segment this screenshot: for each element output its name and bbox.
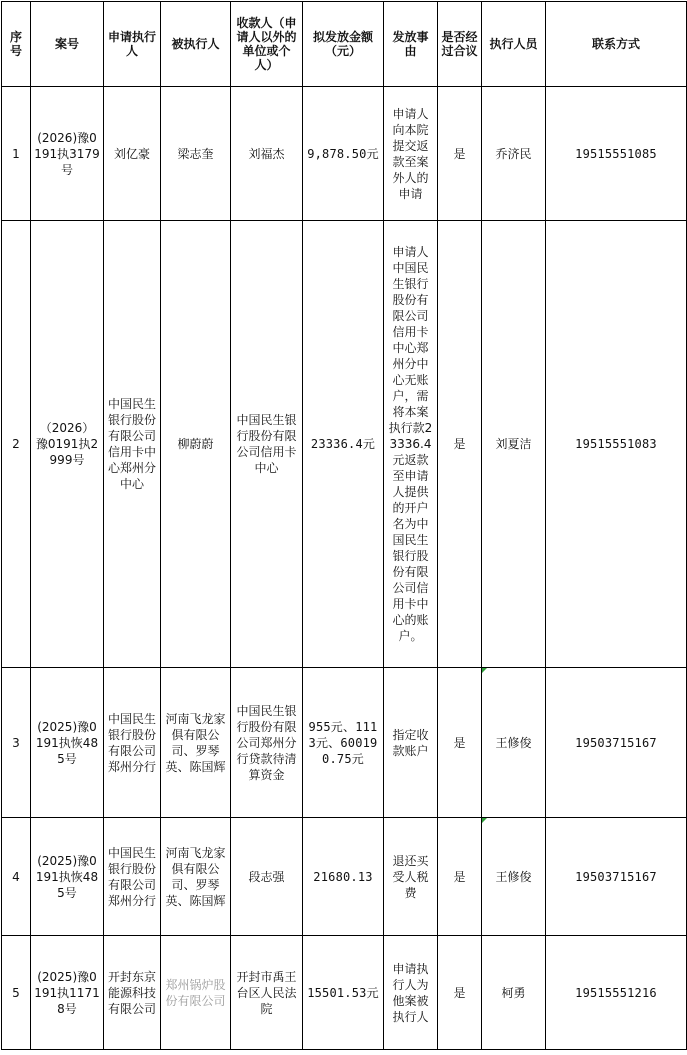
cell-meeting: 是 xyxy=(438,818,482,936)
cell-meeting: 是 xyxy=(438,668,482,818)
cell-respondent: 柳蔚蔚 xyxy=(161,221,231,668)
cell-case-no: (2025)豫0191执11718号 xyxy=(31,936,104,1050)
cell-contact: 19515551216 xyxy=(546,936,687,1050)
cell-reason: 退还买受人税费 xyxy=(384,818,438,936)
cell-respondent: 河南飞龙家俱有限公司、罗琴英、陈国辉 xyxy=(161,668,231,818)
cell-case-no: (2026)豫0191执3179号 xyxy=(31,87,104,221)
cell-meeting: 是 xyxy=(438,87,482,221)
cell-officer: 王修俊 xyxy=(482,668,546,818)
header-seq: 序号 xyxy=(2,2,31,87)
cell-payee: 中国民生银行股份有限公司信用卡中心 xyxy=(231,221,303,668)
header-reason: 发放事由 xyxy=(384,2,438,87)
header-row xyxy=(2,2,687,87)
table-row xyxy=(2,221,687,668)
cell-payee: 刘福杰 xyxy=(231,87,303,221)
cell-payee: 开封市禹王台区人民法院 xyxy=(231,936,303,1050)
header-applicant: 申请执行人 xyxy=(104,2,161,87)
header-officer: 执行人员 xyxy=(482,2,546,87)
header-case-no: 案号 xyxy=(31,2,104,87)
header-payee: 收款人（申请人以外的单位或个人） xyxy=(231,2,303,87)
table-row xyxy=(2,936,687,1050)
cell-case-no: (2025)豫0191执恢485号 xyxy=(31,818,104,936)
cell-seq: 1 xyxy=(2,87,31,221)
cell-contact: 19503715167 xyxy=(546,668,687,818)
cell-payee: 中国民生银行股份有限公司郑州分行贷款待清算资金 xyxy=(231,668,303,818)
cell-applicant: 中国民生银行股份有限公司郑州分行 xyxy=(104,668,161,818)
cell-officer: 乔济民 xyxy=(482,87,546,221)
cell-amount: 23336.4元 xyxy=(303,221,384,668)
cell-officer: 柯勇 xyxy=(482,936,546,1050)
table-row xyxy=(2,668,687,818)
cell-respondent: 郑州锅炉股份有限公司 xyxy=(161,936,231,1050)
header-respondent: 被执行人 xyxy=(161,2,231,87)
cell-seq: 3 xyxy=(2,668,31,818)
cell-seq: 2 xyxy=(2,221,31,668)
table-row xyxy=(2,818,687,936)
cell-payee: 段志强 xyxy=(231,818,303,936)
cell-contact: 19503715167 xyxy=(546,818,687,936)
header-amount: 拟发放金额（元） xyxy=(303,2,384,87)
cell-respondent: 河南飞龙家俱有限公司、罗琴英、陈国辉 xyxy=(161,818,231,936)
cell-reason: 申请执行人为他案被执行人 xyxy=(384,936,438,1050)
cell-respondent: 梁志奎 xyxy=(161,87,231,221)
cell-amount: 15501.53元 xyxy=(303,936,384,1050)
cell-contact: 19515551085 xyxy=(546,87,687,221)
cell-case-no: （2026）豫0191执2999号 xyxy=(31,221,104,668)
cell-seq: 5 xyxy=(2,936,31,1050)
cell-case-no: (2025)豫0191执恢485号 xyxy=(31,668,104,818)
cell-reason: 申请人向本院提交返款至案外人的申请 xyxy=(384,87,438,221)
cell-reason: 指定收款账户 xyxy=(384,668,438,818)
cell-applicant: 中国民生银行股份有限公司郑州分行 xyxy=(104,818,161,936)
cell-amount: 9,878.50元 xyxy=(303,87,384,221)
disbursement-table xyxy=(1,1,687,1050)
header-contact: 联系方式 xyxy=(546,2,687,87)
table-row xyxy=(2,87,687,221)
header-meeting: 是否经过合议 xyxy=(438,2,482,87)
cell-amount: 955元、1113元、600190.75元 xyxy=(303,668,384,818)
cell-applicant: 刘亿豪 xyxy=(104,87,161,221)
cell-reason: 申请人中国民生银行股份有限公司信用卡中心郑州分中心无账户，需将本案执行款23336.4元返款至申请人提供的开户名为中国民生银行股份有限公司信用卡中心的账户。 xyxy=(384,221,438,668)
cell-meeting: 是 xyxy=(438,936,482,1050)
cell-meeting: 是 xyxy=(438,221,482,668)
cell-officer: 刘夏洁 xyxy=(482,221,546,668)
cell-applicant: 中国民生银行股份有限公司信用卡中心郑州分中心 xyxy=(104,221,161,668)
cell-contact: 19515551083 xyxy=(546,221,687,668)
cell-amount: 21680.13 xyxy=(303,818,384,936)
cell-officer: 王修俊 xyxy=(482,818,546,936)
cell-applicant: 开封东京能源科技有限公司 xyxy=(104,936,161,1050)
cell-seq: 4 xyxy=(2,818,31,936)
